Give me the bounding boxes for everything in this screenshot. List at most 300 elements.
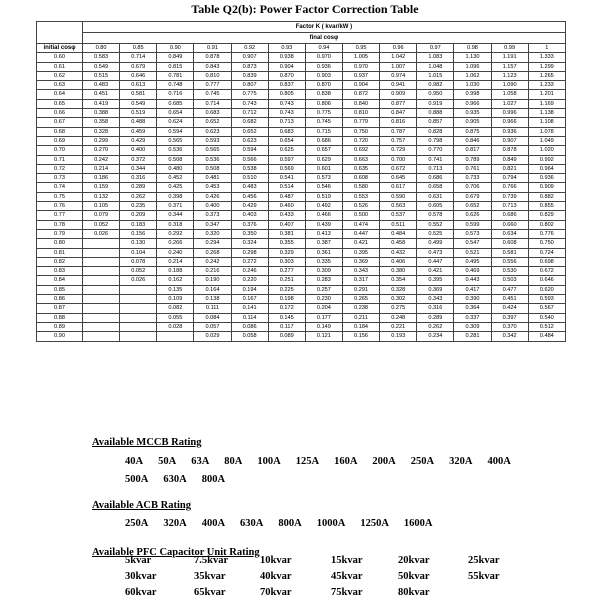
- factor-cell: 0.364: [454, 304, 491, 313]
- factor-cell: 0.625: [268, 146, 305, 155]
- final-cosphi-value: 0.97: [417, 44, 454, 53]
- factor-cell: 0.156: [342, 332, 379, 341]
- factor-cell: 0.634: [491, 229, 528, 238]
- factor-cell: 0.766: [491, 183, 528, 192]
- mccb-rating: 250A: [410, 456, 435, 467]
- factor-cell: 0.700: [380, 155, 417, 164]
- final-cosphi-value: 0.99: [491, 44, 528, 53]
- factor-cell: 0.549: [83, 62, 120, 71]
- factor-cell: 0.407: [268, 220, 305, 229]
- factor-cell: 0.541: [268, 174, 305, 183]
- factor-cell: 0.453: [194, 183, 231, 192]
- factor-cell: 0.597: [268, 155, 305, 164]
- table-row: [37, 71, 566, 80]
- factor-cell: 0.838: [305, 90, 342, 99]
- factor-cell: 0.750: [342, 127, 379, 136]
- factor-cell: 0.739: [491, 192, 528, 201]
- factor-cell: 0.903: [305, 71, 342, 80]
- factor-cell: 0.556: [491, 257, 528, 266]
- factor-cell: 0.937: [342, 71, 379, 80]
- final-cosphi-value: 0.80: [83, 44, 120, 53]
- factor-cell: 0.186: [83, 174, 120, 183]
- factor-cell: 0.817: [454, 146, 491, 155]
- factor-cell: 0.317: [342, 276, 379, 285]
- acb-rating: 800A: [278, 518, 302, 529]
- factor-cell: 0.291: [342, 285, 379, 294]
- factor-cell: [120, 285, 157, 294]
- factor-cell: 0.802: [528, 220, 565, 229]
- factor-cell: [83, 304, 120, 313]
- factor-cell: 0.552: [417, 220, 454, 229]
- factor-cell: 0.238: [342, 304, 379, 313]
- factor-cell: 0.344: [120, 164, 157, 173]
- factor-cell: 0.164: [194, 285, 231, 294]
- factor-cell: 0.474: [342, 220, 379, 229]
- factor-cell: 0.829: [528, 211, 565, 220]
- factor-cell: [83, 322, 120, 331]
- factor-cell: 1.169: [528, 99, 565, 108]
- initial-cosphi-value: 0.69: [37, 136, 83, 145]
- factor-cell: 0.629: [305, 155, 342, 164]
- mccb-rating: 500A: [125, 474, 149, 485]
- table-row: [37, 220, 566, 229]
- pfc-rating: 75kvar: [331, 587, 363, 598]
- factor-cell: 0.807: [231, 81, 268, 90]
- factor-cell: 0.216: [194, 267, 231, 276]
- pfc-rating: 80kvar: [398, 587, 430, 598]
- factor-cell: 0.549: [120, 99, 157, 108]
- factor-cell: 0.566: [231, 155, 268, 164]
- final-cosphi-value: 1: [528, 44, 565, 53]
- factor-cell: 0.645: [380, 174, 417, 183]
- factor-cell: 0.109: [157, 295, 194, 304]
- factor-cell: [83, 276, 120, 285]
- factor-cell: 0.225: [268, 285, 305, 294]
- factor-cell: 0.546: [305, 183, 342, 192]
- table-row: [37, 164, 566, 173]
- factor-cell: 0.521: [454, 248, 491, 257]
- factor-cell: 0.798: [417, 136, 454, 145]
- factor-cell: 0.686: [491, 211, 528, 220]
- factor-cell: 1.058: [491, 90, 528, 99]
- factor-header: Factor K ( kvar/kW ): [83, 22, 566, 33]
- factor-cell: 0.514: [268, 183, 305, 192]
- factor-cell: 0.380: [380, 267, 417, 276]
- factor-cell: 0.138: [194, 295, 231, 304]
- mccb-rating: 160A: [334, 456, 358, 467]
- initial-cosphi-value: 0.84: [37, 276, 83, 285]
- table-row: [37, 155, 566, 164]
- table-row: [37, 267, 566, 276]
- initial-cosphi-value: 0.71: [37, 155, 83, 164]
- factor-cell: 0.787: [380, 127, 417, 136]
- initial-cosphi-value: 0.68: [37, 127, 83, 136]
- factor-cell: 0.882: [528, 192, 565, 201]
- factor-cell: 0.970: [305, 53, 342, 62]
- factor-cell: 0.188: [157, 267, 194, 276]
- factor-cell: 0.581: [120, 90, 157, 99]
- factor-cell: 0.397: [491, 313, 528, 322]
- factor-cell: 0.593: [194, 136, 231, 145]
- factor-cell: 0.488: [120, 118, 157, 127]
- factor-cell: 0.540: [528, 313, 565, 322]
- table-row: [37, 109, 566, 118]
- factor-cell: 0.355: [268, 239, 305, 248]
- factor-cell: 0.966: [491, 118, 528, 127]
- factor-cell: 0.907: [231, 53, 268, 62]
- factor-cell: 0.204: [305, 304, 342, 313]
- factor-cell: 0.936: [491, 127, 528, 136]
- factor-cell: 0.289: [120, 183, 157, 192]
- factor-cell: 0.982: [417, 81, 454, 90]
- factor-cell: 0.500: [342, 211, 379, 220]
- factor-cell: 0.447: [342, 229, 379, 238]
- factor-cell: 0.789: [454, 155, 491, 164]
- factor-cell: 0.855: [528, 202, 565, 211]
- factor-cell: 0.403: [231, 211, 268, 220]
- factor-cell: 0.480: [157, 164, 194, 173]
- initial-cosphi-value: 0.70: [37, 146, 83, 155]
- factor-cell: 0.870: [305, 81, 342, 90]
- factor-cell: 1.157: [491, 62, 528, 71]
- factor-cell: 0.515: [83, 71, 120, 80]
- factor-cell: 0.816: [380, 118, 417, 127]
- factor-cell: 0.421: [417, 267, 454, 276]
- factor-cell: 0.026: [120, 276, 157, 285]
- factor-cell: 0.058: [231, 332, 268, 341]
- table-row: [37, 174, 566, 183]
- table-row: [37, 90, 566, 99]
- initial-cosphi-value: 0.90: [37, 332, 83, 341]
- final-cosphi-value: 0.90: [157, 44, 194, 53]
- factor-cell: 0.757: [380, 136, 417, 145]
- factor-cell: 0.303: [268, 257, 305, 266]
- factor-cell: 0.553: [342, 192, 379, 201]
- factor-cell: 0.184: [342, 322, 379, 331]
- factor-cell: 0.569: [268, 164, 305, 173]
- factor-cell: 0.156: [120, 229, 157, 238]
- factor-cell: 0.132: [83, 192, 120, 201]
- factor-cell: 0.679: [120, 62, 157, 71]
- factor-cell: [120, 322, 157, 331]
- factor-cell: 0.443: [454, 276, 491, 285]
- factor-cell: 0.839: [231, 71, 268, 80]
- mccb-rating: 630A: [163, 474, 187, 485]
- factor-cell: 0.713: [268, 118, 305, 127]
- factor-cell: 1.083: [417, 53, 454, 62]
- factor-cell: [120, 313, 157, 322]
- factor-cell: 0.679: [454, 192, 491, 201]
- factor-cell: 0.390: [454, 295, 491, 304]
- factor-cell: 0.198: [268, 295, 305, 304]
- factor-cell: 0.272: [231, 257, 268, 266]
- factor-cell: 0.487: [268, 192, 305, 201]
- factor-cell: 0.941: [380, 81, 417, 90]
- factor-cell: 0.029: [194, 332, 231, 341]
- factor-cell: 1.005: [342, 53, 379, 62]
- table-row: [37, 285, 566, 294]
- factor-cell: 0.624: [157, 118, 194, 127]
- factor-cell: 0.292: [157, 229, 194, 238]
- factor-cell: 0.028: [157, 322, 194, 331]
- factor-cell: 0.262: [417, 322, 454, 331]
- factor-cell: 0.114: [231, 313, 268, 322]
- factor-cell: 0.484: [380, 229, 417, 238]
- factor-cell: 0.748: [157, 81, 194, 90]
- factor-cell: 0.248: [380, 313, 417, 322]
- factor-cell: 0.729: [380, 146, 417, 155]
- table-row: [37, 202, 566, 211]
- factor-cell: 0.344: [157, 211, 194, 220]
- factor-cell: 0.919: [417, 99, 454, 108]
- factor-cell: 1.048: [417, 62, 454, 71]
- factor-cell: 0.605: [417, 202, 454, 211]
- factor-cell: 0.936: [528, 174, 565, 183]
- factor-cell: 0.626: [454, 211, 491, 220]
- factor-cell: 0.240: [157, 248, 194, 257]
- factor-cell: 0.089: [268, 332, 305, 341]
- factor-cell: 0.672: [528, 267, 565, 276]
- factor-cell: 0.775: [305, 109, 342, 118]
- factor-cell: 0.451: [491, 295, 528, 304]
- table-row: [37, 127, 566, 136]
- factor-cell: 0.713: [491, 202, 528, 211]
- factor-cell: 0.964: [528, 164, 565, 173]
- acb-rating: 630A: [240, 518, 264, 529]
- mccb-rating: 800A: [201, 474, 226, 485]
- factor-cell: 0.966: [454, 99, 491, 108]
- factor-cell: 0.432: [380, 248, 417, 257]
- factor-cell: 0.536: [194, 155, 231, 164]
- factor-cell: 0.537: [380, 211, 417, 220]
- factor-cell: 0.395: [417, 276, 454, 285]
- factor-cell: 0.593: [528, 295, 565, 304]
- table-row: [37, 192, 566, 201]
- final-cosphi-value: 0.92: [231, 44, 268, 53]
- factor-cell: 0.873: [231, 62, 268, 71]
- pfc-rating: 50kvar: [398, 571, 430, 582]
- factor-cell: 0.149: [305, 322, 342, 331]
- final-cosphi-value: 0.96: [380, 44, 417, 53]
- factor-cell: 0.294: [194, 239, 231, 248]
- table-row: [37, 136, 566, 145]
- table-row: [37, 146, 566, 155]
- factor-cell: 0.183: [120, 220, 157, 229]
- factor-cell: 0.320: [194, 229, 231, 238]
- factor-cell: 0.658: [417, 183, 454, 192]
- factor-cell: 0.141: [231, 304, 268, 313]
- factor-cell: 0.698: [528, 257, 565, 266]
- factor-cell: 0.316: [417, 304, 454, 313]
- table-row: [37, 183, 566, 192]
- factor-cell: 0.424: [491, 304, 528, 313]
- table-row: [37, 295, 566, 304]
- factor-cell: 0.511: [380, 220, 417, 229]
- factor-cell: 1.299: [528, 62, 565, 71]
- factor-cell: 0.447: [417, 257, 454, 266]
- factor-cell: 1.138: [528, 109, 565, 118]
- factor-cell: 0.713: [417, 164, 454, 173]
- factor-cell: 0.857: [417, 118, 454, 127]
- factor-cell: 0.875: [454, 127, 491, 136]
- factor-cell: 0.907: [491, 136, 528, 145]
- factor-cell: 0.429: [231, 202, 268, 211]
- factor-cell: 0.343: [417, 295, 454, 304]
- factor-cell: 0.057: [194, 322, 231, 331]
- factor-cell: 0.281: [454, 332, 491, 341]
- factor-cell: 0.270: [83, 146, 120, 155]
- initial-cosphi-value: 0.62: [37, 71, 83, 80]
- mccb-rating: 125A: [295, 456, 320, 467]
- factor-cell: 0.828: [417, 127, 454, 136]
- factor-cell: 0.573: [305, 174, 342, 183]
- factor-cell: 0.714: [194, 99, 231, 108]
- factor-cell: 0.608: [342, 174, 379, 183]
- factor-cell: 0.720: [342, 136, 379, 145]
- factor-cell: 0.837: [268, 81, 305, 90]
- factor-cell: 0.878: [491, 146, 528, 155]
- factor-cell: 0.343: [342, 267, 379, 276]
- factor-cell: [83, 248, 120, 257]
- factor-cell: 0.547: [454, 239, 491, 248]
- initial-cosphi-value: 0.63: [37, 81, 83, 90]
- factor-cell: 0.631: [417, 192, 454, 201]
- mccb-rating: 80A: [224, 456, 243, 467]
- factor-cell: 1.108: [528, 118, 565, 127]
- factor-cell: 0.026: [83, 229, 120, 238]
- factor-cell: 0.078: [120, 257, 157, 266]
- factor-cell: 0.268: [194, 248, 231, 257]
- factor-cell: 0.400: [194, 202, 231, 211]
- factor-cell: 0.580: [342, 183, 379, 192]
- factor-cell: 0.473: [417, 248, 454, 257]
- factor-cell: 0.370: [491, 322, 528, 331]
- factor-cell: 0.419: [83, 99, 120, 108]
- table-row: [37, 313, 566, 322]
- factor-cell: 0.162: [157, 276, 194, 285]
- factor-cell: [83, 257, 120, 266]
- factor-cell: 0.909: [528, 183, 565, 192]
- pfc-rating: 35kvar: [194, 571, 226, 582]
- factor-cell: 0.682: [231, 118, 268, 127]
- factor-cell: 0.400: [120, 146, 157, 155]
- factor-cell: 0.904: [268, 62, 305, 71]
- mccb-rating: 200A: [372, 456, 396, 467]
- factor-cell: 0.318: [157, 220, 194, 229]
- initial-cosphi-value: 0.72: [37, 164, 83, 173]
- pfc-rating: 5kvar: [125, 555, 152, 566]
- factor-cell: 0.805: [268, 90, 305, 99]
- factor-cell: 1.123: [491, 71, 528, 80]
- factor-cell: 1.049: [528, 136, 565, 145]
- factor-cell: 0.466: [305, 211, 342, 220]
- factor-cell: 1.130: [454, 53, 491, 62]
- table-row: [37, 257, 566, 266]
- factor-cell: 0.177: [305, 313, 342, 322]
- factor-cell: 0.878: [194, 53, 231, 62]
- factor-cell: 0.733: [454, 174, 491, 183]
- initial-cosphi-header: initial cosφ: [37, 44, 83, 53]
- factor-cell: 0.417: [454, 285, 491, 294]
- acb-rating: 250A: [125, 518, 149, 529]
- factor-cell: 0.484: [528, 332, 565, 341]
- factor-cell: 0.950: [417, 90, 454, 99]
- factor-cell: 0.567: [528, 304, 565, 313]
- factor-cell: 0.235: [120, 202, 157, 211]
- table-row: [37, 239, 566, 248]
- factor-cell: 0.159: [83, 183, 120, 192]
- factor-cell: 0.145: [268, 313, 305, 322]
- factor-cell: 0.369: [342, 257, 379, 266]
- factor-cell: 0.594: [157, 127, 194, 136]
- initial-cosphi-value: 0.80: [37, 239, 83, 248]
- factor-cell: 0.716: [157, 90, 194, 99]
- factor-cell: 0.525: [417, 229, 454, 238]
- factor-cell: 0.492: [305, 202, 342, 211]
- pfc-rating: 30kvar: [125, 571, 157, 582]
- factor-cell: 0.810: [194, 71, 231, 80]
- factor-cell: 0.654: [268, 136, 305, 145]
- factor-cell: 1.042: [380, 53, 417, 62]
- acb-rating: 320A: [163, 518, 187, 529]
- factor-cell: 0.413: [305, 229, 342, 238]
- factor-cell: 0.590: [380, 192, 417, 201]
- table-row: [37, 276, 566, 285]
- initial-cosphi-value: 0.85: [37, 285, 83, 294]
- acb-rating: 1000A: [316, 518, 346, 529]
- factor-cell: 0.635: [342, 164, 379, 173]
- factor-cell: 0.578: [417, 211, 454, 220]
- factor-cell: 0.456: [231, 192, 268, 201]
- factor-cell: 0.683: [268, 127, 305, 136]
- factor-cell: 0.395: [342, 248, 379, 257]
- factor-cell: 0.714: [120, 53, 157, 62]
- factor-cell: 1.265: [528, 71, 565, 80]
- factor-cell: 0.594: [231, 146, 268, 155]
- factor-cell: 0.086: [231, 322, 268, 331]
- factor-cell: 1.333: [528, 53, 565, 62]
- factor-cell: 0.105: [83, 202, 120, 211]
- factor-cell: 0.460: [268, 202, 305, 211]
- initial-cosphi-value: 0.83: [37, 267, 83, 276]
- factor-cell: 0.761: [454, 164, 491, 173]
- factor-cell: 0.421: [342, 239, 379, 248]
- factor-cell: 0.354: [380, 276, 417, 285]
- factor-cell: 1.078: [528, 127, 565, 136]
- factor-cell: [83, 313, 120, 322]
- factor-cell: 0.563: [380, 202, 417, 211]
- factor-cell: 0.451: [83, 90, 120, 99]
- factor-cell: 0.847: [380, 109, 417, 118]
- final-cosphi-value: 0.91: [194, 44, 231, 53]
- factor-cell: [83, 332, 120, 341]
- factor-cell: 0.452: [157, 174, 194, 183]
- mccb-rating: 40A: [125, 456, 144, 467]
- factor-cell: 0.190: [194, 276, 231, 285]
- final-cosphi-value: 0.93: [268, 44, 305, 53]
- factor-cell: 0.646: [120, 71, 157, 80]
- mccb-ratings-line-1: [125, 456, 526, 467]
- factor-cell: 0.657: [305, 146, 342, 155]
- factor-cell: 0.381: [268, 229, 305, 238]
- factor-cell: 0.935: [454, 109, 491, 118]
- factor-cell: 0.663: [342, 155, 379, 164]
- table-row: [37, 332, 566, 341]
- factor-cell: 0.350: [231, 229, 268, 238]
- factor-cell: 0.055: [157, 313, 194, 322]
- factor-cell: 1.030: [454, 81, 491, 90]
- acb-rating: 1600A: [403, 518, 433, 529]
